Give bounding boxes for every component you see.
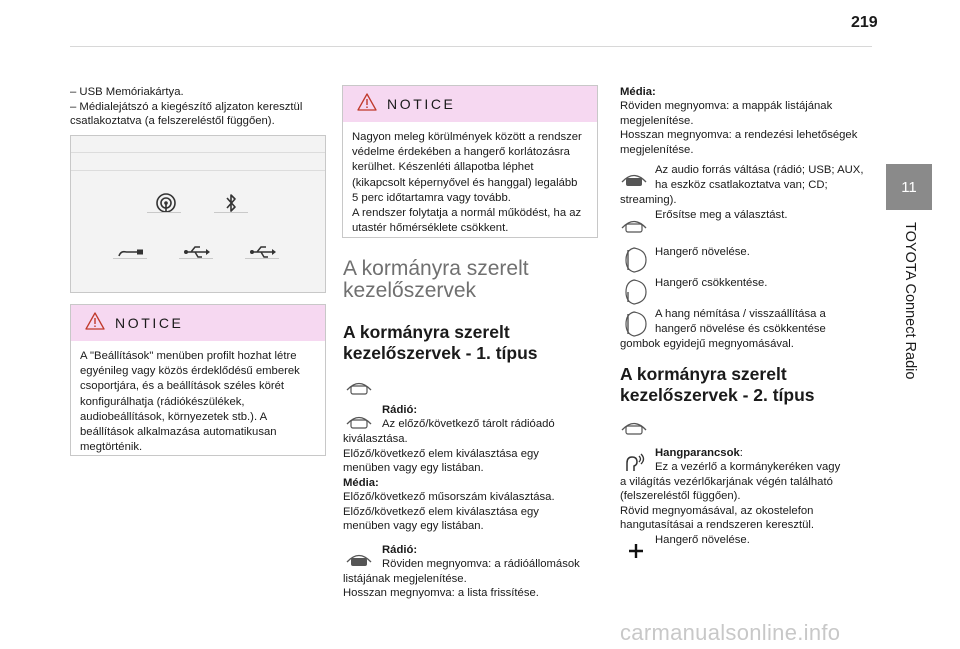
confirm-button-icon bbox=[620, 214, 648, 236]
radio-desc-line: kiválasztása. bbox=[343, 433, 408, 445]
subsection-title-type2 bbox=[620, 364, 815, 406]
volume-up-desc: Hangerő növelése. bbox=[655, 534, 750, 546]
media-label: Média: bbox=[343, 477, 379, 489]
radio-desc-line: menüben vagy egy listában. bbox=[343, 462, 484, 474]
radio-desc-line: Hosszan megnyomva: a lista frissítése. bbox=[343, 587, 539, 599]
section-title-line: kezelőszervek bbox=[343, 279, 477, 302]
notice-line: beállítások alkalmazása automatikusan bbox=[80, 426, 277, 439]
voice-colon: : bbox=[739, 447, 743, 459]
volume-down-icon bbox=[620, 278, 648, 306]
notice-header bbox=[343, 86, 597, 122]
usb-icon bbox=[247, 228, 279, 260]
radio-desc-line: Röviden megnyomva: a rádióállomások bbox=[382, 558, 580, 570]
voice-desc-line: Rövid megnyomásával, az okostelefon bbox=[620, 505, 814, 517]
notice-line: egyénileg vagy közös érdeklődésű emberek bbox=[80, 365, 300, 378]
notice-heading: NOTICE bbox=[115, 315, 184, 331]
notice-line: védelme érdekében a hangerő korlátozásra bbox=[352, 146, 570, 159]
screen-icon-underline bbox=[113, 258, 147, 259]
volume-up-icon bbox=[620, 246, 648, 274]
radio-label: Rádió: bbox=[382, 544, 418, 556]
source-screen-illustration bbox=[70, 135, 326, 293]
notice-line: konfigurálhatja (rádiókészülékek, bbox=[80, 395, 245, 408]
chapter-tab[interactable]: 11 bbox=[886, 164, 932, 210]
mute-desc-line: hangerő növelése és csökkentése bbox=[655, 323, 826, 335]
subsection-title-line: A kormányra szerelt bbox=[620, 364, 787, 384]
subsection-title-type1 bbox=[343, 322, 538, 364]
section-title-line: A kormányra szerelt bbox=[343, 257, 529, 280]
notice-box bbox=[70, 304, 326, 456]
media-desc-line: Röviden megnyomva: a mappák listájának bbox=[620, 100, 833, 112]
section-title bbox=[343, 258, 593, 302]
notice-box bbox=[342, 85, 598, 238]
notice-line: Nagyon meleg körülmények között a rendszer bbox=[352, 131, 582, 143]
notice-text bbox=[71, 341, 325, 461]
subsection-title-line: A kormányra szerelt bbox=[343, 322, 510, 342]
media-desc-line: Előző/következő műsorszám kiválasztása. bbox=[343, 491, 555, 503]
watermark: carmanualsonline.info bbox=[620, 620, 841, 645]
header-divider bbox=[70, 46, 872, 47]
subsection-title-line: kezelőszervek - 1. típus bbox=[343, 343, 538, 363]
source-desc-line: streaming). bbox=[620, 194, 677, 206]
plus-icon bbox=[622, 540, 650, 562]
media-desc-line: megjelenítése. bbox=[620, 144, 694, 156]
mute-icon bbox=[620, 310, 648, 338]
voice-heading bbox=[655, 446, 743, 461]
notice-text bbox=[343, 122, 597, 242]
steering-control-icon bbox=[345, 548, 373, 570]
mute-desc-line: A hang némítása / visszaállítása a bbox=[655, 308, 826, 320]
voice-desc-line: hangutasításai a rendszeren keresztül. bbox=[620, 519, 815, 531]
voice-desc-line: a világítás vezérlőkarjának végén található bbox=[620, 476, 833, 488]
chapter-label: TOYOTA Connect Radio bbox=[902, 222, 918, 380]
media-desc-line: Előző/következő elem kiválasztása egy bbox=[343, 506, 539, 518]
volume-down-desc: Hangerő csökkentése. bbox=[655, 277, 768, 289]
usb-icon bbox=[181, 228, 213, 260]
notice-line: audiobeállítások, környezetek stb.). A bbox=[80, 410, 268, 423]
radio-label: Rádió: bbox=[382, 404, 418, 416]
bluetooth-icon bbox=[215, 182, 247, 214]
screen-icon-underline bbox=[245, 258, 279, 259]
notice-line: 5 perc időtartamra vagy tovább. bbox=[352, 191, 511, 204]
notice-line: utastér hőmérséklete csökkent. bbox=[352, 222, 509, 235]
intro-line: – USB Memóriakártya. bbox=[70, 86, 184, 98]
volume-up-desc: Hangerő növelése. bbox=[655, 246, 750, 258]
screen-icon-underline bbox=[179, 258, 213, 259]
steering-control-icon bbox=[345, 410, 373, 432]
voice-desc-line: (felszereléstől függően). bbox=[620, 490, 741, 502]
media-label: Média: bbox=[620, 86, 656, 98]
voice-desc-line: Ez a vezérlő a kormánykeréken vagy bbox=[655, 461, 841, 473]
confirm-desc: Erősítse meg a választást. bbox=[655, 209, 788, 221]
notice-line: (kikapcsolt képernyővel és hanggal) legalább bbox=[352, 176, 578, 189]
notice-heading: NOTICE bbox=[387, 96, 456, 112]
voice-command-icon bbox=[620, 451, 648, 473]
media-desc-line: menüben vagy egy listában. bbox=[343, 520, 484, 532]
subsection-title-line: kezelőszervek - 2. típus bbox=[620, 385, 815, 405]
notice-line: A "Beállítások" menüben profilt hozhat létre bbox=[80, 350, 297, 362]
warning-triangle-icon bbox=[357, 93, 377, 116]
radio-desc-line: listájának megjelenítése. bbox=[343, 573, 467, 585]
screen-divider bbox=[71, 152, 325, 153]
intro-line: – Médialejátszó a kiegészítő aljzaton keresztül bbox=[70, 100, 303, 113]
steering-control-icon bbox=[620, 416, 648, 438]
radio-desc-line: Előző/következő elem kiválasztása egy bbox=[343, 448, 539, 460]
warning-triangle-icon bbox=[85, 312, 105, 335]
radio-desc-line: Az előző/következő tárolt rádióadó bbox=[382, 418, 555, 430]
mute-desc-line: gombok egyidejű megnyomásával. bbox=[620, 338, 794, 350]
steering-control-icon bbox=[345, 376, 373, 398]
notice-line: megtörténik. bbox=[80, 441, 143, 454]
wifi-podcast-icon bbox=[150, 182, 182, 214]
notice-header bbox=[71, 305, 325, 341]
notice-line: A rendszer folytatja a normál működést, ha az bbox=[352, 207, 582, 220]
notice-line: kerülhet. Készenléti állapotba léphet bbox=[352, 161, 534, 174]
voice-label: Hangparancsok bbox=[655, 447, 740, 459]
source-desc-line: Az audio forrás váltása (rádió; USB; AUX, bbox=[655, 164, 864, 176]
intro-line: csatlakoztatva (a felszereléstől függően). bbox=[70, 115, 275, 128]
aux-cable-icon bbox=[115, 228, 147, 260]
notice-line: csoportjára, és a beállítások széles körét bbox=[80, 380, 285, 393]
media-desc-line: megjelenítése. bbox=[620, 115, 694, 127]
source-button-icon bbox=[620, 168, 648, 190]
screen-icon-underline bbox=[214, 212, 248, 213]
screen-divider bbox=[71, 170, 325, 171]
source-desc-line: ha eszköz csatlakoztatva van; CD; bbox=[655, 179, 828, 191]
page-number: 219 bbox=[851, 14, 878, 31]
intro-text bbox=[70, 85, 330, 129]
media-desc-line: Hosszan megnyomva: a rendezési lehetőségek bbox=[620, 129, 858, 141]
screen-icon-underline bbox=[147, 212, 181, 213]
